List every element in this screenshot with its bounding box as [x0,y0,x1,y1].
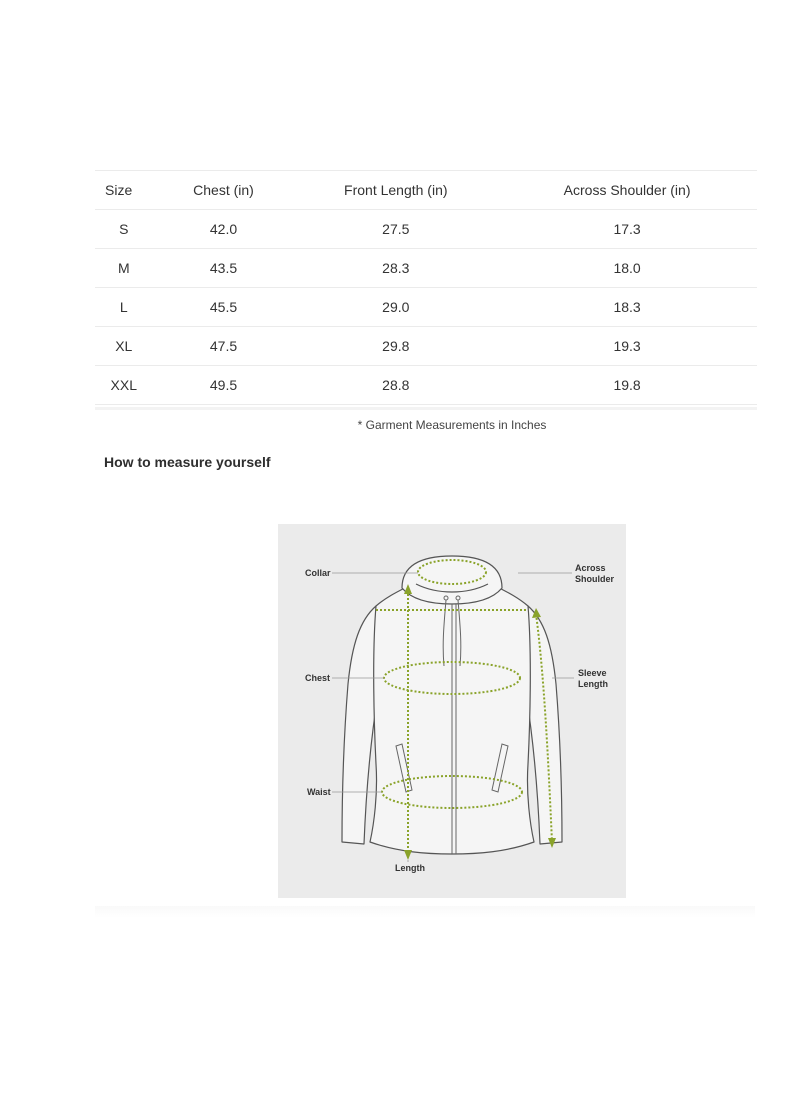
content-bottom-fade [95,906,755,918]
cell-across-shoulder: 18.0 [497,249,757,288]
cell-chest: 47.5 [153,327,295,366]
sleeve-length-label-line1: Sleeve [578,668,607,678]
jacket-illustration [278,524,626,898]
cell-across-shoulder: 19.8 [497,366,757,405]
cell-across-shoulder: 18.3 [497,288,757,327]
cell-front-length: 29.0 [294,288,497,327]
length-label: Length [395,863,425,873]
table-bottom-divider [95,407,757,410]
across-shoulder-label-line2: Shoulder [575,574,615,584]
header-size: Size [95,171,153,210]
table-row [95,366,757,405]
cell-front-length: 28.3 [294,249,497,288]
cell-size: XXL [95,366,153,405]
sleeve-length-label-line2: Length [578,679,608,689]
cell-across-shoulder: 17.3 [497,210,757,249]
header-front-length: Front Length (in) [294,171,497,210]
cell-across-shoulder: 19.3 [497,327,757,366]
cell-size: M [95,249,153,288]
cell-chest: 45.5 [153,288,295,327]
cell-size: S [95,210,153,249]
measurement-diagram [278,524,626,898]
size-chart-table [95,170,757,405]
table-row [95,327,757,366]
table-row [95,210,757,249]
section-title: How to measure yourself [104,454,271,470]
table-row [95,249,757,288]
header-across-shoulder: Across Shoulder (in) [497,171,757,210]
waist-label: Waist [307,787,331,797]
cell-chest: 43.5 [153,249,295,288]
cell-front-length: 27.5 [294,210,497,249]
cell-size: XL [95,327,153,366]
cell-chest: 49.5 [153,366,295,405]
header-chest: Chest (in) [153,171,295,210]
chest-label: Chest [305,673,331,683]
collar-label: Collar [305,568,331,578]
table-header-row [95,171,757,210]
table-row [95,288,757,327]
cell-size: L [95,288,153,327]
cell-front-length: 29.8 [294,327,497,366]
across-shoulder-label-line1: Across [575,563,606,573]
measurement-footnote: * Garment Measurements in Inches [357,418,547,432]
cell-chest: 42.0 [153,210,295,249]
cell-front-length: 28.8 [294,366,497,405]
